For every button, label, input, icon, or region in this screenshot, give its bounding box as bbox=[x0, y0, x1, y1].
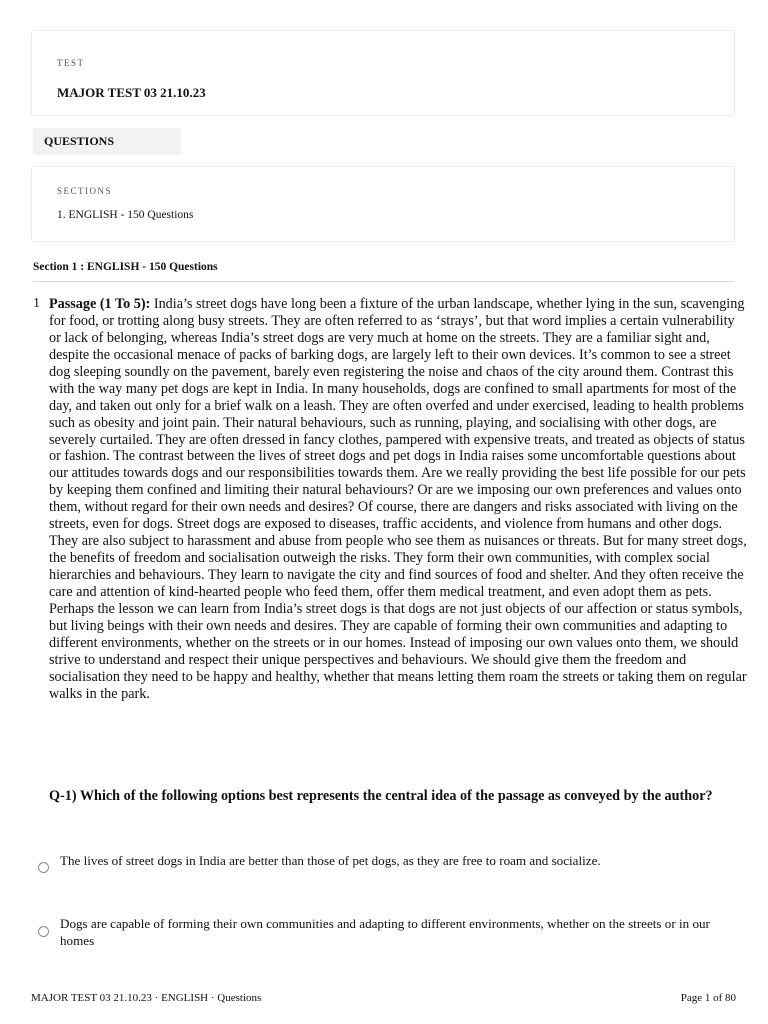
footer-breadcrumb: MAJOR TEST 03 21.10.23 · ENGLISH · Questions bbox=[31, 992, 262, 1004]
test-label: TEST bbox=[57, 58, 85, 68]
passage-text: India’s street dogs have long been a fixture of the urban landscape, whether lying in the sun, scavenging for food, or trotting along busy streets. They are often referred to as ‘strays’, but that word implies a certain vulnerability or lack of belonging, whereas India’s street dogs are very much at home on the streets. They are a familiar sight and, despite the occasional menace of packs of barking dogs, are largely left to their own devices. It’s common to see a street dog sleeping soundly on the pavement, barely even registering the noise and chaos of the city around them. Contrast this with the way many pet dogs are kept in India. In many households, dogs are confined to small apartments for most of the day, and taken out only for a brief walk on a leash. They are often overfed and under exercised, leading to health problems such as obesity and joint pain. Their natural behaviours, such as running, playing, and socialising with other dogs, are severely curtailed. They are often dressed in fancy clothes, pampered with expensive treats, and treated as objects of status or fashion. The contrast between the lives of street dogs and pet dogs in India raises some uncomfortable questions about our attitudes towards dogs and our responsibilities towards them. Are we really providing the best life possible for our pets by keeping them confined and limiting their natural behaviours? Or are we imposing our own preferences and values onto them, without regard for their own needs and desires? Of course, there are dangers and risks associated with living on the streets, even for dogs. Street dogs are exposed to diseases, traffic accidents, and violence from humans and other dogs. They are also subject to harassment and abuse from people who see them as nuisances or threats. But for many street dogs, the benefits of freedom and socialisation outweigh the risks. They form their own communities, with complex social hierarchies and behaviours. They learn to navigate the city and find sources of food and shelter. And they often receive the care and attention of kind-hearted people who feed them, offer them medical treatment, and even adopt them as pets. Perhaps the lesson we can learn from India’s street dogs is that dogs are not just objects of our affection or status symbols, but living beings with their own needs and desires. They are capable of forming their own communities and adapting to different environments, whether on the streets or in our homes. Instead of imposing our own values onto them, we should strive to understand and respect their unique perspectives and behaviours. We should give them the freedom and socialisation they need to be happy and healthy, whether that means letting them roam the streets or taking them on regular walks in the park. bbox=[49, 296, 747, 702]
test-info-card bbox=[31, 30, 735, 116]
section-link-english[interactable]: 1. ENGLISH - 150 Questions bbox=[57, 209, 194, 221]
option-1-text[interactable]: The lives of street dogs in India are better than those of pet dogs, as they are free to roam and socialize. bbox=[60, 853, 601, 868]
page-indicator: Page 1 of 80 bbox=[680, 992, 736, 1004]
sections-card bbox=[31, 166, 735, 242]
question-text: Q-1) Which of the following options best represents the central idea of the passage as conveyed by the author? bbox=[49, 788, 713, 804]
test-title: MAJOR TEST 03 21.10.23 bbox=[57, 85, 206, 100]
sections-label: SECTIONS bbox=[57, 186, 113, 196]
question-number: 1 bbox=[33, 296, 40, 311]
option-1-radio[interactable] bbox=[38, 862, 49, 873]
passage bbox=[49, 296, 747, 703]
option-2-text[interactable]: Dogs are capable of forming their own communities and adapting to different environments, whether on the streets or in our homes bbox=[60, 916, 710, 948]
section-heading: Section 1 : ENGLISH - 150 Questions bbox=[33, 261, 218, 273]
passage-label: Passage (1 To 5): bbox=[49, 296, 151, 312]
tab-questions[interactable]: QUESTIONS bbox=[33, 128, 181, 155]
option-2-radio[interactable] bbox=[38, 926, 49, 937]
divider bbox=[33, 281, 734, 282]
